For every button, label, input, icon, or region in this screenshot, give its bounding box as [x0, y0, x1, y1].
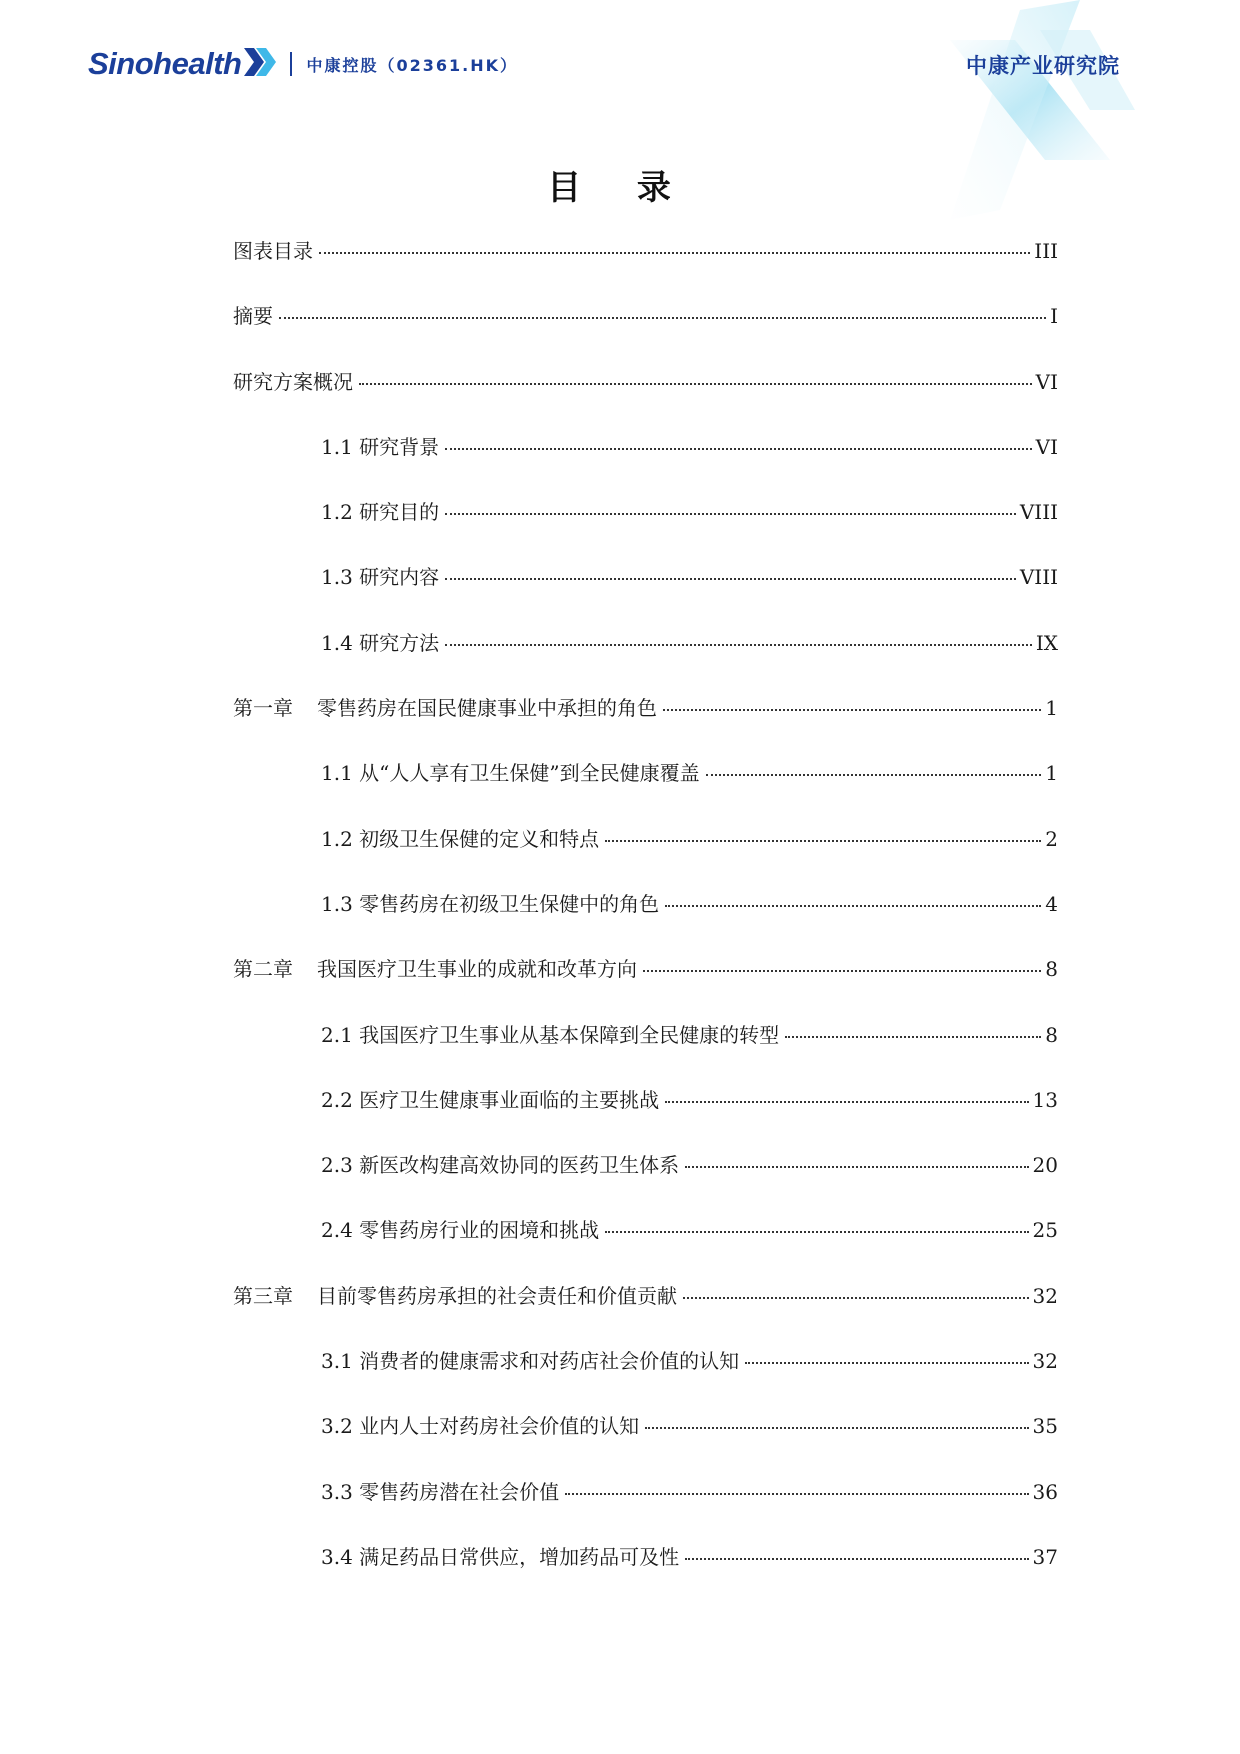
toc-entry[interactable] [233, 1022, 1058, 1087]
toc-page-number: 2 [1045, 826, 1058, 851]
toc-entry[interactable] [233, 1348, 1058, 1413]
toc-leader-dots [665, 905, 1041, 907]
toc-entry-label: 3.2 业内人士对药房社会价值的认知 [321, 1414, 640, 1439]
toc-entry-label: 2.2 医疗卫生健康事业面临的主要挑战 [321, 1087, 660, 1112]
toc-leader-dots [279, 317, 1046, 319]
toc-entry[interactable] [233, 1217, 1058, 1282]
toc-page-number: III [1034, 239, 1058, 263]
toc-entry-label: 1.3 零售药房在初级卫生保健中的角色 [321, 891, 660, 916]
toc-page-number: 8 [1045, 957, 1058, 982]
toc-entry[interactable] [233, 1413, 1058, 1478]
toc-leader-dots [665, 1101, 1028, 1103]
toc-entry-label: 图表目录 [233, 239, 313, 263]
toc-page-number: 4 [1045, 891, 1058, 916]
institute-name: 中康产业研究院 [966, 54, 1120, 78]
toc-page-number: 8 [1045, 1022, 1058, 1047]
toc-page-number: 35 [1032, 1414, 1058, 1439]
toc-page-number: 20 [1032, 1153, 1058, 1178]
toc-entry-label: 零售药房在国民健康事业中承担的角色 [317, 696, 657, 721]
decorative-x-graphic [930, 0, 1160, 220]
brand-chevron-icon [242, 42, 276, 82]
toc-leader-dots [565, 1493, 1028, 1495]
toc-page-number: 25 [1032, 1218, 1058, 1243]
toc-page-number: 32 [1032, 1283, 1058, 1308]
toc-entry-label: 2.4 零售药房行业的困境和挑战 [321, 1218, 600, 1243]
toc-entry-label: 1.2 研究目的 [321, 500, 440, 525]
toc-leader-dots [643, 970, 1041, 972]
toc-page-number: IX [1035, 630, 1058, 655]
toc-chapter-number: 第二章 [233, 957, 293, 982]
toc-entry-label: 研究方案概况 [233, 369, 353, 394]
toc-entry-label: 1.1 研究背景 [321, 434, 440, 459]
sinohealth-logo [88, 46, 518, 82]
toc-page-number: I [1050, 304, 1058, 329]
toc-page-number: 1 [1045, 761, 1058, 786]
toc-entry[interactable] [233, 630, 1058, 695]
toc-page-number: VIII [1019, 500, 1058, 525]
toc-leader-dots [745, 1362, 1028, 1364]
toc-entry[interactable] [233, 956, 1058, 1021]
toc-entry[interactable] [233, 564, 1058, 629]
toc-entry[interactable] [233, 760, 1058, 825]
toc-entry-label: 摘要 [233, 304, 273, 329]
toc-leader-dots [663, 709, 1041, 711]
toc-entry[interactable] [233, 303, 1058, 368]
toc-entry-label: 1.4 研究方法 [321, 630, 440, 655]
toc-leader-dots [445, 448, 1031, 450]
toc-entry[interactable] [233, 1544, 1058, 1609]
toc-entry[interactable] [233, 434, 1058, 499]
toc-entry-label: 1.3 研究内容 [321, 565, 440, 590]
toc-entry-label: 1.2 初级卫生保健的定义和特点 [321, 826, 600, 851]
toc-entry-label: 目前零售药房承担的社会责任和价值贡献 [317, 1283, 677, 1308]
toc-page-number: 37 [1032, 1544, 1058, 1569]
toc-entry[interactable] [233, 826, 1058, 891]
toc-leader-dots [685, 1558, 1028, 1560]
toc-entry[interactable] [233, 1152, 1058, 1217]
toc-page-number: 36 [1032, 1479, 1058, 1504]
toc-page-number: 13 [1032, 1087, 1058, 1112]
logo-divider [290, 52, 292, 76]
toc-page-number: VI [1035, 369, 1058, 394]
toc-leader-dots [605, 840, 1041, 842]
toc-page-number: 1 [1045, 696, 1058, 721]
toc-leader-dots [445, 578, 1016, 580]
toc-leader-dots [319, 252, 1030, 254]
toc-page-number: VI [1035, 434, 1058, 459]
toc-leader-dots [785, 1036, 1041, 1038]
toc-entry[interactable] [233, 238, 1058, 303]
toc-entry-label: 3.1 消费者的健康需求和对药店社会价值的认知 [321, 1349, 740, 1374]
page-title: 目 录 [547, 168, 693, 208]
toc-entry[interactable] [233, 499, 1058, 564]
toc-entry-label: 2.3 新医改构建高效协同的医药卫生体系 [321, 1153, 680, 1178]
toc-leader-dots [445, 513, 1016, 515]
page-header [0, 0, 1240, 130]
toc-entry[interactable] [233, 1283, 1058, 1348]
toc-leader-dots [645, 1427, 1028, 1429]
toc-page-number: VIII [1019, 565, 1058, 590]
toc-entry-label: 3.3 零售药房潜在社会价值 [321, 1479, 560, 1504]
toc-chapter-number: 第一章 [233, 696, 293, 721]
toc-entry[interactable] [233, 369, 1058, 434]
toc-entry-label: 3.4 满足药品日常供应，增加药品可及性 [321, 1544, 680, 1569]
brand-wordmark: Sinohealth [88, 46, 242, 81]
toc-leader-dots [683, 1297, 1029, 1299]
company-ticker: 中康控股（02361.HK） [306, 55, 518, 75]
toc-leader-dots [359, 383, 1032, 385]
toc-chapter-number: 第三章 [233, 1283, 293, 1308]
toc-page-number: 32 [1032, 1349, 1058, 1374]
toc-entry-label: 2.1 我国医疗卫生事业从基本保障到全民健康的转型 [321, 1022, 780, 1047]
toc-entry[interactable] [233, 1479, 1058, 1544]
toc-entry-label: 1.1 从“人人享有卫生保健”到全民健康覆盖 [321, 761, 700, 786]
toc-entry[interactable] [233, 695, 1058, 760]
toc-leader-dots [706, 774, 1042, 776]
toc-entry-label: 我国医疗卫生事业的成就和改革方向 [317, 957, 637, 982]
toc-entry[interactable] [233, 1087, 1058, 1152]
toc-leader-dots [605, 1231, 1028, 1233]
table-of-contents [233, 238, 1058, 1609]
toc-entry[interactable] [233, 891, 1058, 956]
toc-leader-dots [445, 644, 1032, 646]
toc-leader-dots [685, 1166, 1028, 1168]
